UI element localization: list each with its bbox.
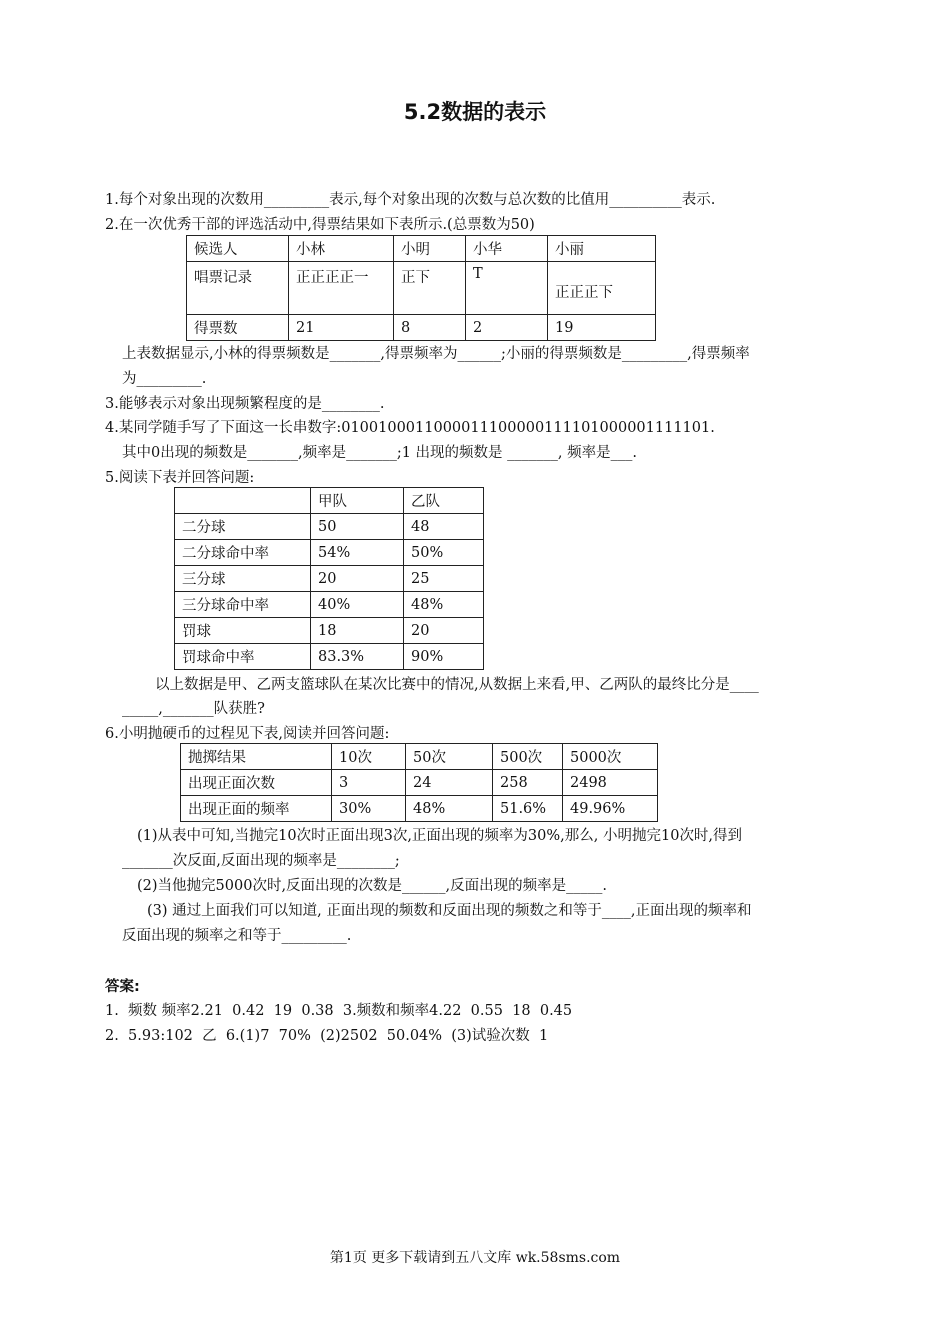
vote-header-cell: 小林 — [289, 236, 394, 262]
question-2-intro: 2.在一次优秀干部的评选活动中,得票结果如下表所示.(总票数为50) — [105, 217, 535, 233]
basketball-cell: 25 — [404, 566, 484, 592]
answers-line1: 1. 频数 频率2.21 0.42 19 0.38 3.频数和频率4.22 0.55 18 0.45 — [105, 1003, 573, 1019]
basketball-row-label: 三分球 — [175, 566, 311, 592]
question-1: 1.每个对象出现的次数用_________表示,每个对象出现的次数与总次数的比值用__________表示. — [105, 192, 716, 208]
question-5-line2: _____,_______队获胜? — [122, 701, 265, 717]
question-6-part1-line2: _______次反面,反面出现的频率是________; — [122, 853, 400, 869]
coin-header-cell: 5000次 — [563, 744, 658, 770]
basketball-cell: 20 — [311, 566, 404, 592]
votes-cell: 8 — [394, 315, 466, 341]
question-6-intro: 6.小明抛硬币的过程见下表,阅读并回答问题: — [105, 726, 390, 742]
basketball-header-cell — [175, 488, 311, 514]
coin-cell: 24 — [406, 770, 493, 796]
vote-header-cell: 小华 — [466, 236, 548, 262]
basketball-cell: 48% — [404, 592, 484, 618]
votes-label-cell: 得票数 — [187, 315, 289, 341]
record-cell: T — [466, 262, 548, 315]
vote-table — [186, 235, 656, 341]
question-6-part3-line1: (3) 通过上面我们可以知道, 正面出现的频数和反面出现的频数之和等于____,正面出现的频率和 — [147, 903, 752, 919]
coin-header-cell: 10次 — [332, 744, 406, 770]
question-6-part1-line1: (1)从表中可知,当抛完10次时正面出现3次,正面出现的频率为30%,那么, 小明抛完10次时,得到 — [137, 828, 743, 844]
basketball-cell: 48 — [404, 514, 484, 540]
page-title: 5.2数据的表示 — [403, 100, 547, 124]
basketball-row-label: 二分球 — [175, 514, 311, 540]
question-6-part2: (2)当他抛完5000次时,反面出现的次数是______,反面出现的频率是_____. — [137, 878, 608, 894]
record-label-cell: 唱票记录 — [187, 262, 289, 315]
basketball-cell: 50% — [404, 540, 484, 566]
answers-line2: 2. 5.93:102 乙 6.(1)7 70% (2)2502 50.04% (3)试验次数 1 — [105, 1028, 549, 1044]
basketball-row-label: 二分球命中率 — [175, 540, 311, 566]
basketball-table — [174, 487, 484, 670]
vote-header-cell: 小丽 — [548, 236, 656, 262]
coin-row-label: 出现正面次数 — [181, 770, 332, 796]
coin-cell: 48% — [406, 796, 493, 822]
basketball-row-label: 罚球命中率 — [175, 644, 311, 670]
votes-cell: 21 — [289, 315, 394, 341]
basketball-header-cell: 甲队 — [311, 488, 404, 514]
basketball-cell: 83.3% — [311, 644, 404, 670]
basketball-header-cell: 乙队 — [404, 488, 484, 514]
question-6-part3-line2: 反面出现的频率之和等于_________. — [122, 928, 352, 944]
record-cell: 正下 — [394, 262, 466, 315]
coin-header-cell: 抛掷结果 — [181, 744, 332, 770]
vote-header-cell: 候选人 — [187, 236, 289, 262]
coin-cell: 3 — [332, 770, 406, 796]
basketball-cell: 40% — [311, 592, 404, 618]
coin-cell: 2498 — [563, 770, 658, 796]
vote-header-cell: 小明 — [394, 236, 466, 262]
basketball-row-label: 罚球 — [175, 618, 311, 644]
basketball-row-label: 三分球命中率 — [175, 592, 311, 618]
basketball-cell: 90% — [404, 644, 484, 670]
answers-heading: 答案: — [105, 979, 140, 995]
question-4-line2: 其中0出现的频数是_______,频率是_______;1 出现的频数是 _______, 频率是___. — [122, 445, 637, 461]
basketball-cell: 50 — [311, 514, 404, 540]
coin-cell: 258 — [493, 770, 563, 796]
basketball-cell: 54% — [311, 540, 404, 566]
votes-cell: 19 — [548, 315, 656, 341]
coin-row-label: 出现正面的频率 — [181, 796, 332, 822]
question-5-intro: 5.阅读下表并回答问题: — [105, 470, 255, 486]
coin-cell: 49.96% — [563, 796, 658, 822]
question-5-line1: 以上数据是甲、乙两支篮球队在某次比赛中的情况,从数据上来看,甲、乙两队的最终比分是____ — [155, 677, 759, 693]
record-cell: 正正正正一 — [289, 262, 394, 315]
coin-cell: 30% — [332, 796, 406, 822]
coin-cell: 51.6% — [493, 796, 563, 822]
question-2-line2: 为_________. — [122, 371, 207, 387]
votes-cell: 2 — [466, 315, 548, 341]
coin-table — [180, 743, 658, 822]
basketball-cell: 18 — [311, 618, 404, 644]
record-cell: 正正正下 — [548, 262, 656, 315]
basketball-cell: 20 — [404, 618, 484, 644]
question-2-line1: 上表数据显示,小林的得票频数是_______,得票频率为______;小丽的得票频数是_________,得票频率 — [122, 346, 750, 362]
question-3: 3.能够表示对象出现频繁程度的是________. — [105, 396, 385, 412]
coin-header-cell: 50次 — [406, 744, 493, 770]
coin-header-cell: 500次 — [493, 744, 563, 770]
page-footer: 第1页 更多下载请到五八文库 wk.58sms.com — [329, 1250, 621, 1266]
question-4-line1: 4.某同学随手写了下面这一长串数字:0100100011000011100000111101000001111101. — [105, 420, 715, 436]
